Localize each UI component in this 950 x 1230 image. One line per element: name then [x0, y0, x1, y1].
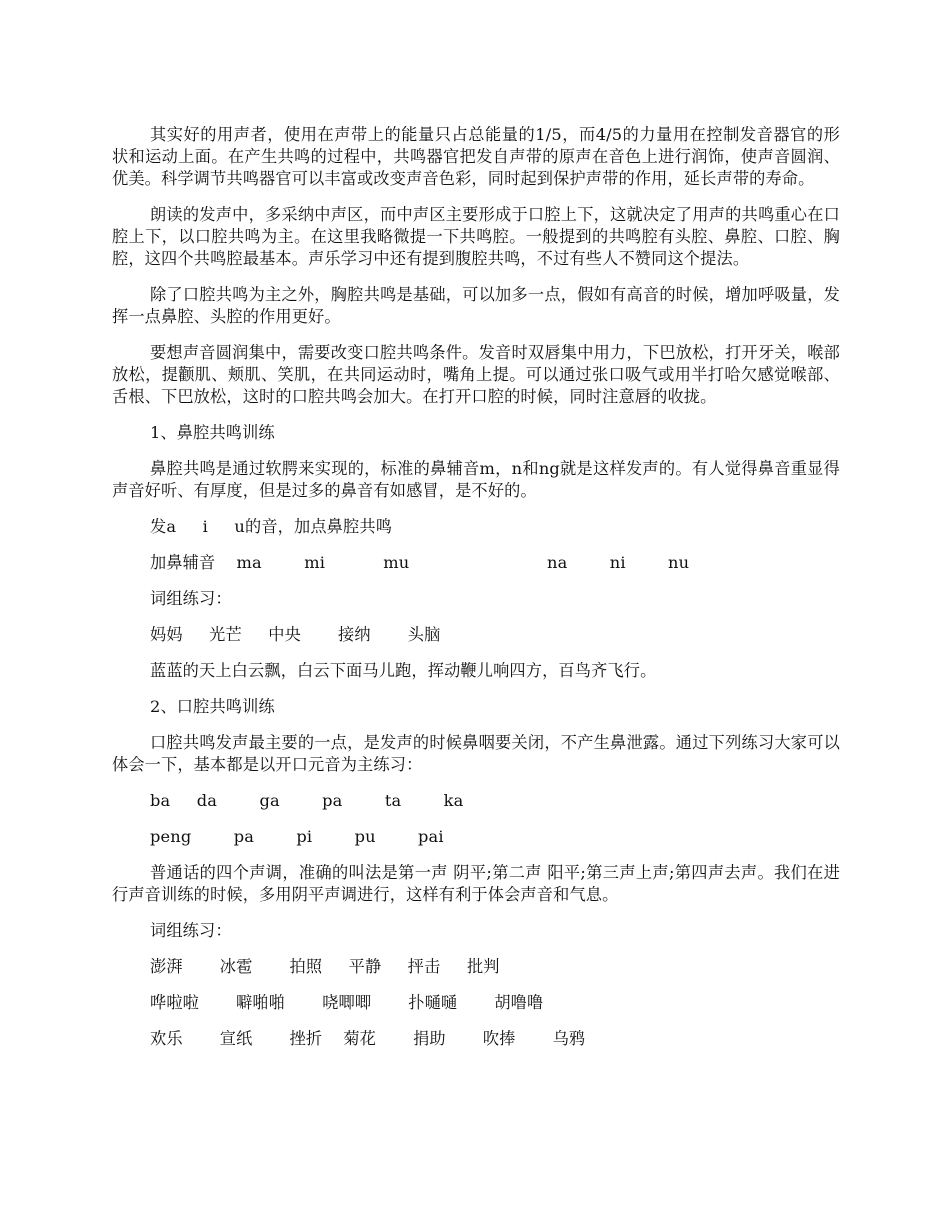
- paragraph-energy: 其实好的用声者，使用在声带上的能量只占总能量的1/5，而4/5的力量用在控制发音器官的形状和运动上面。在产生共鸣的过程中，共鸣器官把发自声带的原声在音色上进行润饰，使声音圆润、优美。科学调节共鸣器官可以丰富或改变声音色彩，同时起到保护声带的作用，延长声带的寿命。: [112, 125, 840, 188]
- label-word-practice-2: 词组练习：: [150, 921, 232, 940]
- label-word-practice: 词组练习：: [150, 589, 232, 608]
- exercise-words-p: 澎湃 冰雹 拍照 平静 抨击 批判: [150, 957, 500, 976]
- paragraph-oral-conditions: 要想声音圆润集中，需要改变口腔共鸣条件。发音时双唇集中用力，下巴放松，打开牙关，喉部放松，提颧肌、颊肌、笑肌，在共同运动时，嘴角上提。可以通过张口吸气或用半打哈欠感觉喉部、舌根、下巴放松，这时的口腔共鸣会加大。在打开口腔的时候，同时注意唇的收拢。: [112, 343, 840, 406]
- exercise-syllables-1: ba da ga pa ta ka: [150, 791, 464, 810]
- heading-nasal-training: 1、鼻腔共鸣训练: [150, 423, 275, 442]
- paragraph-tones: 普通话的四个声调，准确的叫法是第一声 阴平;第二声 阳平;第三声上声;第四声去声。我们在进行声音训练的时候，多用阴平声调进行，这样有利于体会声音和气息。: [112, 863, 840, 904]
- document-page: [112, 124, 840, 1064]
- exercise-vowels: 发a i u的音，加点鼻腔共鸣: [150, 517, 393, 536]
- paragraph-oral-description: 口腔共鸣发声最主要的一点，是发声的时候鼻咽要关闭，不产生鼻泄露。通过下列练习大家可以体会一下，基本都是以开口元音为主练习：: [112, 733, 840, 774]
- heading-oral-training: 2、口腔共鸣训练: [150, 697, 275, 716]
- exercise-nasal-consonants: 加鼻辅音 ma mi mu na ni nu: [150, 553, 690, 572]
- exercise-words-onomatopoeia: 哗啦啦 噼啪啪 哓唧唧 扑嗵嗵 胡噜噜: [150, 993, 544, 1012]
- paragraph-nasal-description: 鼻腔共鸣是通过软腭来实现的，标准的鼻辅音m，n和ng就是这样发声的。有人觉得鼻音重显得声音好听、有厚度，但是过多的鼻音有如感冒，是不好的。: [112, 459, 840, 500]
- exercise-nasal-words: 妈妈 光芒 中央 接纳 头脑: [150, 625, 441, 644]
- exercise-sentence: 蓝蓝的天上白云飘，白云下面马儿跑，挥动鞭儿响四方，百鸟齐飞行。: [150, 661, 657, 680]
- exercise-syllables-2: peng pa pi pu pai: [150, 827, 444, 846]
- paragraph-chest-resonance: 除了口腔共鸣为主之外，胸腔共鸣是基础，可以加多一点，假如有高音的时候，增加呼吸量，发挥一点鼻腔、头腔的作用更好。: [112, 285, 840, 326]
- exercise-words-mixed: 欢乐 宣纸 挫折 菊花 捐助 吹捧 乌鸦: [150, 1029, 586, 1048]
- paragraph-resonance-cavities: 朗读的发声中，多采纳中声区，而中声区主要形成于口腔上下，这就决定了用声的共鸣重心在口腔上下，以口腔共鸣为主。在这里我略微提一下共鸣腔。一般提到的共鸣腔有头腔、鼻腔、口腔、胸腔，这四个共鸣腔最基本。声乐学习中还有提到腹腔共鸣，不过有些人不赞同这个提法。: [112, 205, 840, 268]
